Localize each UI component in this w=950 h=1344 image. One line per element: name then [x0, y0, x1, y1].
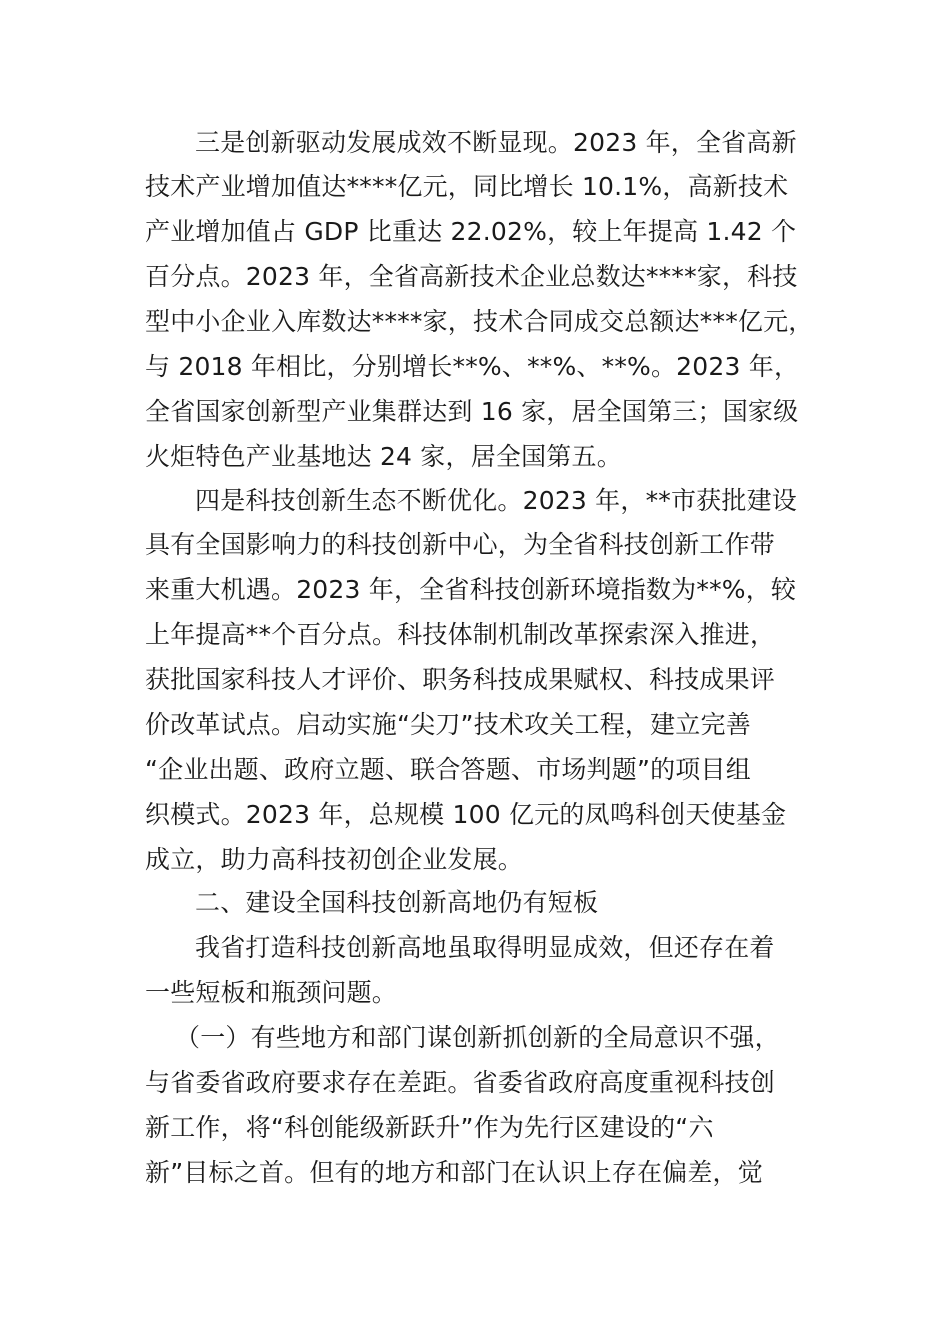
paragraph-4-line-5: 获批国家科技人才评价、职务科技成果赋权、科技成果评: [145, 665, 776, 694]
paragraph-3-line-5: 型中小企业入库数达****家，技术合同成交总额达***亿元，: [145, 307, 814, 336]
paragraph-4-line-9: 成立，助力高科技初创企业发展。: [145, 845, 524, 874]
paragraph-3-line-3: 产业增加值占 GDP 比重达 22.02%，较上年提高 1.42 个: [145, 217, 797, 246]
paragraph-4-line-2: 具有全国影响力的科技创新中心，为全省科技创新工作带: [145, 530, 776, 559]
paragraph-4-line-6: 价改革试点。启动实施“尖刀”技术攻关工程，建立完善: [145, 710, 751, 739]
paragraph-4-line-4: 上年提高**个百分点。科技体制机制改革探索深入推进，: [145, 620, 776, 649]
paragraph-3-line-8: 火炬特色产业基地达 24 家，居全国第五。: [145, 442, 622, 471]
paragraph-3-line-4: 百分点。2023 年，全省高新技术企业总数达****家，科技: [145, 262, 798, 291]
paragraph-5-line-1: 我省打造科技创新高地虽取得明显成效，但还存在着: [195, 933, 775, 962]
paragraph-4-line-1: 四是科技创新生态不断优化。2023 年，**市获批建设: [195, 486, 797, 515]
paragraph-6-line-2: 与省委省政府要求存在差距。省委省政府高度重视科技创: [145, 1068, 776, 1097]
paragraph-3-line-1: 三是创新驱动发展成效不断显现。2023 年，全省高新: [195, 128, 797, 157]
paragraph-4-line-7: “企业出题、政府立题、联合答题、市场判题”的项目组: [145, 755, 751, 784]
paragraph-4-line-8: 织模式。2023 年，总规模 100 亿元的凤鸣科创天使基金: [145, 800, 787, 829]
paragraph-6-line-4: 新”目标之首。但有的地方和部门在认识上存在偏差，觉: [145, 1158, 763, 1187]
paragraph-6-line-3: 新工作，将“科创能级新跃升”作为先行区建设的“六: [145, 1113, 714, 1142]
paragraph-5-line-2: 一些短板和瓶颈问题。: [145, 978, 398, 1007]
section-heading: 二、建设全国科技创新高地仍有短板: [195, 888, 599, 917]
paragraph-6-line-1: （一）有些地方和部门谋创新抓创新的全局意识不强，: [175, 1023, 780, 1052]
paragraph-3-line-6: 与 2018 年相比，分别增长**%、**%、**%。2023 年，: [145, 352, 800, 381]
paragraph-3-line-2: 技术产业增加值达****亿元，同比增长 10.1%，高新技术: [145, 172, 789, 201]
paragraph-3-line-7: 全省国家创新型产业集群达到 16 家，居全国第三；国家级: [145, 397, 799, 426]
paragraph-4-line-3: 来重大机遇。2023 年，全省科技创新环境指数为**%，较: [145, 575, 797, 604]
